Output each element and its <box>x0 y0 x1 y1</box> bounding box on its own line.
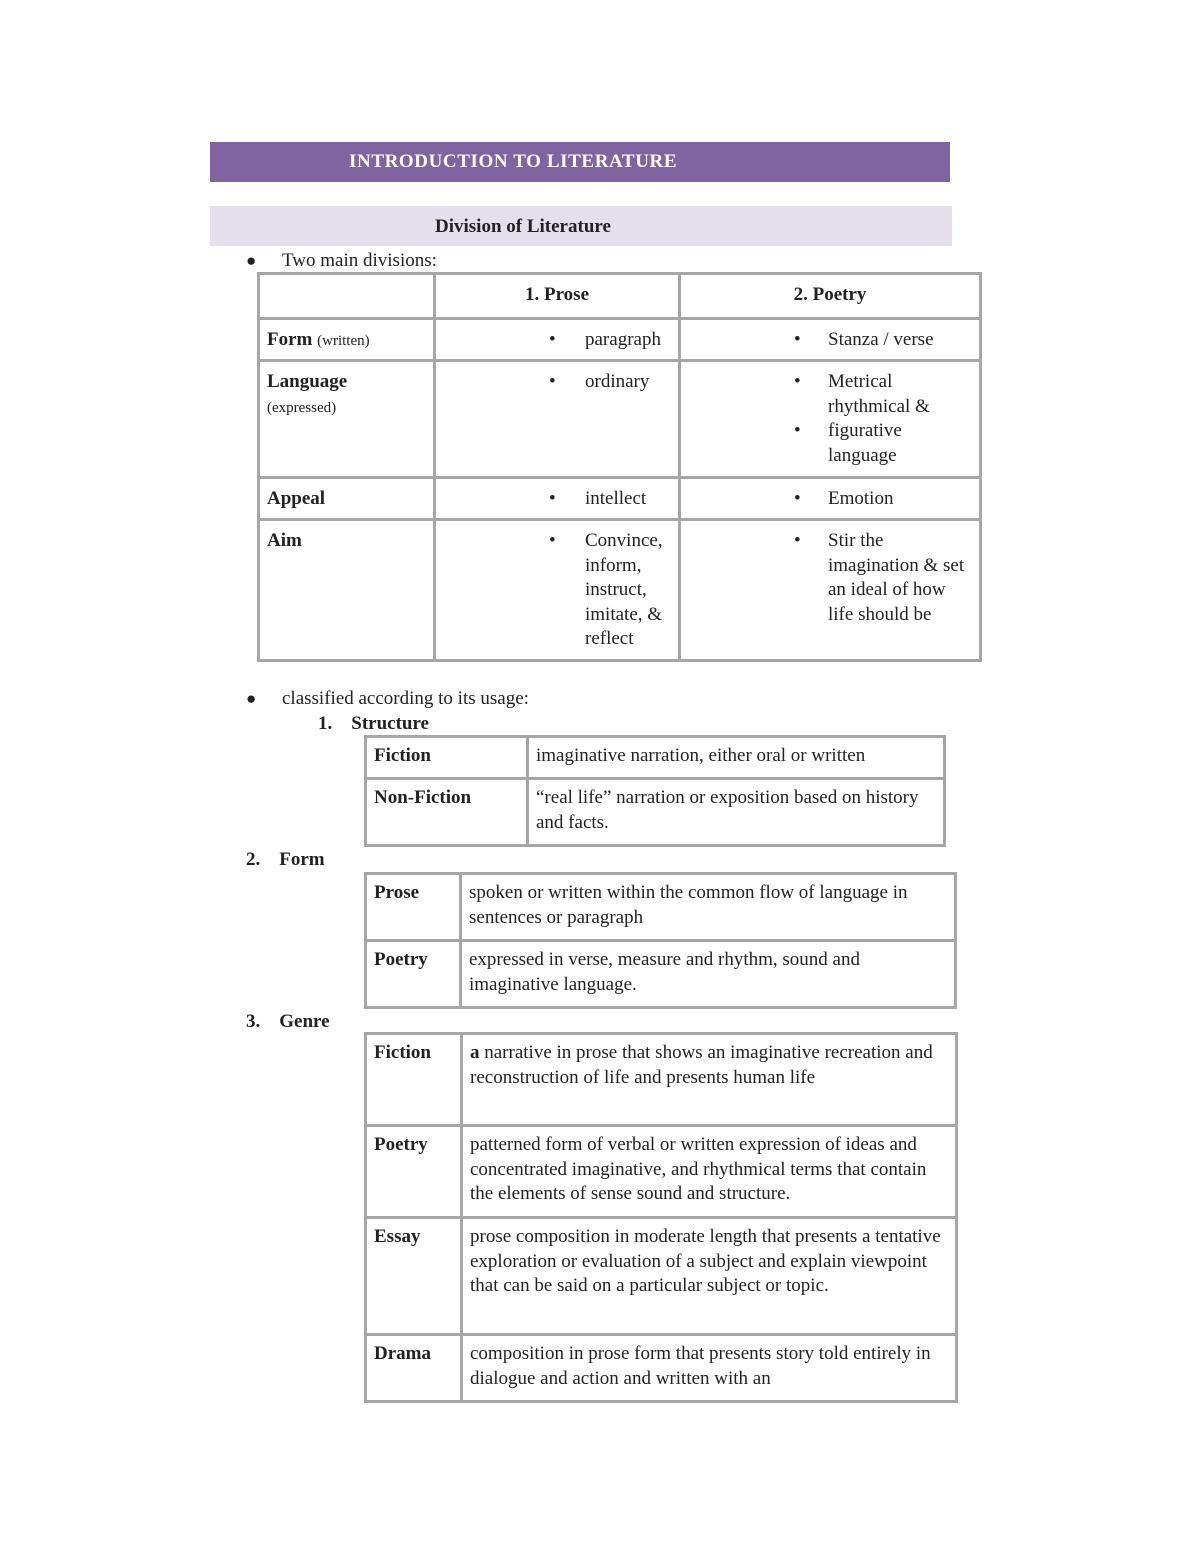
bullet-text: Two main divisions: <box>282 250 437 271</box>
poetry-cell <box>680 520 981 661</box>
list-item: • paragraph <box>436 328 672 353</box>
term-cell: Fiction <box>366 737 528 779</box>
table-header-row <box>259 274 981 319</box>
table-row <box>366 1126 957 1218</box>
form-heading: 2. Form <box>246 849 325 870</box>
genre-heading: 3. Genre <box>246 1011 330 1032</box>
genre-table <box>364 1032 958 1403</box>
bullet-item <box>246 687 529 711</box>
table-row <box>366 1034 957 1126</box>
list-item: • Convince, inform, instruct, imitate, & reflect <box>436 529 672 652</box>
section-heading: Division of Literature <box>210 206 952 246</box>
list-item: • Emotion <box>681 487 973 512</box>
row-label: Appeal <box>259 478 435 520</box>
poetry-cell <box>680 319 981 361</box>
table-row <box>259 520 981 661</box>
header-empty <box>259 274 435 319</box>
row-label: Form (written) <box>259 319 435 361</box>
list-item: • Stir the imagination & set an ideal of how life should be <box>681 529 973 627</box>
term-cell: Poetry <box>366 941 461 1008</box>
list-item: • Stanza / verse <box>681 328 973 353</box>
table-row <box>259 319 981 361</box>
header-prose: 1. Prose <box>435 274 680 319</box>
structure-table <box>364 735 946 847</box>
term-cell: Essay <box>366 1218 462 1335</box>
definition-cell: “real life” narration or exposition based on history and facts. <box>528 779 945 846</box>
definition-cell: spoken or written within the common flow of language in sentences or paragraph <box>461 874 956 941</box>
bullet-icon: ● <box>246 689 257 708</box>
term-cell: Fiction <box>366 1034 462 1126</box>
prose-cell <box>435 319 680 361</box>
definition-cell: prose composition in moderate length that presents a tentative exploration or evaluation of a subject and explain viewpoint that can be said on a particular subject or topic. <box>462 1218 957 1335</box>
table-row <box>259 361 981 478</box>
division-table <box>257 272 982 662</box>
poetry-cell <box>680 361 981 478</box>
table-row <box>366 874 956 941</box>
bullet-text: classified according to its usage: <box>282 688 529 709</box>
table-row <box>366 737 945 779</box>
structure-heading: 1. Structure <box>318 713 429 734</box>
bullet-item <box>246 249 437 273</box>
definition-cell: imaginative narration, either oral or written <box>528 737 945 779</box>
prose-cell <box>435 520 680 661</box>
row-label: Aim <box>259 520 435 661</box>
term-cell: Non-Fiction <box>366 779 528 846</box>
table-row <box>366 1218 957 1335</box>
bullet-icon: ● <box>246 251 257 270</box>
table-row <box>366 779 945 846</box>
prose-cell <box>435 478 680 520</box>
table-row <box>366 941 956 1008</box>
definition-cell: a narrative in prose that shows an imaginative recreation and reconstruction of life and presents human life <box>462 1034 957 1126</box>
page-title: INTRODUCTION TO LITERATURE <box>210 142 950 182</box>
list-item: • figurative language <box>681 419 973 468</box>
row-label: Language (expressed) <box>259 361 435 478</box>
prose-cell <box>435 361 680 478</box>
list-item: • ordinary <box>436 370 672 395</box>
term-cell: Poetry <box>366 1126 462 1218</box>
definition-cell: patterned form of verbal or written expression of ideas and concentrated imaginative, and rhythmical terms that contain the elements of sense sound and structure. <box>462 1126 957 1218</box>
term-cell: Drama <box>366 1335 462 1402</box>
list-item: • Metrical rhythmical & <box>681 370 973 419</box>
definition-cell: expressed in verse, measure and rhythm, sound and imaginative language. <box>461 941 956 1008</box>
poetry-cell <box>680 478 981 520</box>
definition-cell: composition in prose form that presents story told entirely in dialogue and action and written with an <box>462 1335 957 1402</box>
table-row <box>259 478 981 520</box>
term-cell: Prose <box>366 874 461 941</box>
form-table <box>364 872 957 1009</box>
list-item: • intellect <box>436 487 672 512</box>
table-row <box>366 1335 957 1402</box>
header-poetry: 2. Poetry <box>680 274 981 319</box>
